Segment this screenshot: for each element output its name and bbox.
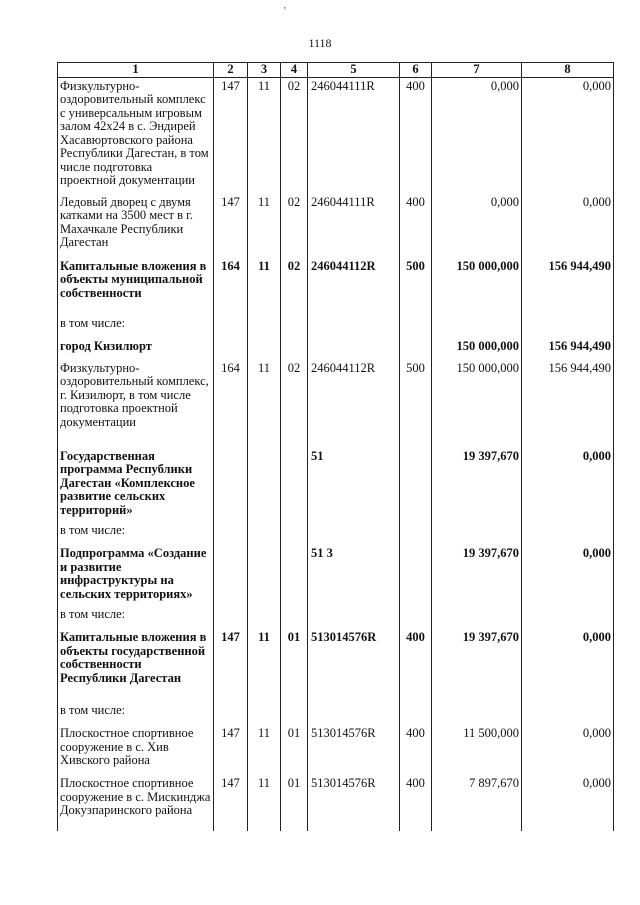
row-c5: 246044111R — [308, 77, 400, 194]
page-mark: ’ — [283, 6, 287, 17]
row-c7: 11 500,000 — [432, 725, 522, 775]
row-name: Капитальные вложения в объекты государственной собственности Республики Дагестан — [58, 629, 214, 703]
row-c3: 11 — [248, 258, 281, 316]
row-name: Ледовый дворец с двумя катками на 3500 мест в г. Махачкале Республики Дагестан — [58, 194, 214, 258]
row-c6: 400 — [400, 775, 432, 831]
header-col-3: 3 — [248, 63, 281, 78]
row-c6: 400 — [400, 629, 432, 703]
row-c4: 02 — [281, 360, 308, 448]
row-name: город Кизилюрт — [58, 338, 214, 360]
row-c8: 0,000 — [522, 775, 614, 831]
table-row — [58, 448, 614, 524]
row-name: в том числе: — [58, 703, 214, 725]
header-col-8: 8 — [522, 63, 614, 78]
page-number: 1118 — [308, 36, 332, 50]
row-name: Плоскостное спортивное сооружение в с. Мискинджа Докузпаринского района — [58, 775, 214, 831]
row-c2: 164 — [214, 360, 248, 448]
row-c8: 156 944,490 — [522, 258, 614, 316]
table-row — [58, 523, 614, 545]
row-name: Плоскостное спортивное сооружение в с. Хив Хивского района — [58, 725, 214, 775]
header-col-7: 7 — [432, 63, 522, 78]
table-row — [58, 338, 614, 360]
row-c2: 147 — [214, 725, 248, 775]
row-name: Подпрограмма «Создание и развитие инфраструктуры на сельских территориях» — [58, 545, 214, 607]
table-row — [58, 629, 614, 703]
row-name: Физкультурно-оздоровительный комплекс с универсальным игровым залом 42х24 в с. Эндирей Хасавюртовского района Республики Дагестан, в том числе подготовка проектной документации — [58, 77, 214, 194]
header-col-2: 2 — [214, 63, 248, 78]
row-c6: 400 — [400, 77, 432, 194]
budget-table — [57, 62, 614, 831]
row-c8: 0,000 — [522, 448, 614, 524]
row-c5: 51 — [308, 448, 400, 524]
row-c2: 164 — [214, 258, 248, 316]
row-c5: 246044112R — [308, 360, 400, 448]
row-name: Государственная программа Республики Дагестан «Комплексное развитие сельских территорий» — [58, 448, 214, 524]
header-col-5: 5 — [308, 63, 400, 78]
header-row — [58, 63, 614, 78]
row-c8: 0,000 — [522, 629, 614, 703]
row-c7: 7 897,670 — [432, 775, 522, 831]
table-row — [58, 316, 614, 338]
row-c3: 11 — [248, 194, 281, 258]
row-c2: 147 — [214, 77, 248, 194]
table-row — [58, 360, 614, 448]
row-c4: 01 — [281, 629, 308, 703]
row-c5: 246044111R — [308, 194, 400, 258]
row-c4: 01 — [281, 725, 308, 775]
header-col-4: 4 — [281, 63, 308, 78]
table-row — [58, 545, 614, 607]
row-c7: 150 000,000 — [432, 360, 522, 448]
row-c8: 156 944,490 — [522, 338, 614, 360]
row-c3: 11 — [248, 775, 281, 831]
row-c5: 513014576R — [308, 775, 400, 831]
row-c5: 513014576R — [308, 725, 400, 775]
row-c7: 19 397,670 — [432, 629, 522, 703]
row-c6: 400 — [400, 725, 432, 775]
row-c3: 11 — [248, 629, 281, 703]
row-name: в том числе: — [58, 523, 214, 545]
row-c3: 11 — [248, 77, 281, 194]
row-name: в том числе: — [58, 316, 214, 338]
row-name: Капитальные вложения в объекты муниципальной собственности — [58, 258, 214, 316]
row-c3: 11 — [248, 360, 281, 448]
table-row — [58, 607, 614, 629]
row-name: в том числе: — [58, 607, 214, 629]
row-c4: 02 — [281, 194, 308, 258]
row-c5: 51 3 — [308, 545, 400, 607]
row-c5: 513014576R — [308, 629, 400, 703]
row-c8: 0,000 — [522, 725, 614, 775]
row-c3: 11 — [248, 725, 281, 775]
row-c4: 02 — [281, 258, 308, 316]
row-c8: 0,000 — [522, 545, 614, 607]
table-row — [58, 703, 614, 725]
row-c8: 156 944,490 — [522, 360, 614, 448]
row-c7: 0,000 — [432, 77, 522, 194]
table-row — [58, 77, 614, 194]
table-row — [58, 194, 614, 258]
header-col-6: 6 — [400, 63, 432, 78]
row-c7: 19 397,670 — [432, 448, 522, 524]
row-c6: 500 — [400, 258, 432, 316]
row-c8: 0,000 — [522, 194, 614, 258]
row-c7: 19 397,670 — [432, 545, 522, 607]
row-c5: 246044112R — [308, 258, 400, 316]
row-c2: 147 — [214, 775, 248, 831]
row-c7: 0,000 — [432, 194, 522, 258]
row-c7: 150 000,000 — [432, 258, 522, 316]
table-row — [58, 258, 614, 316]
row-c8: 0,000 — [522, 77, 614, 194]
row-c2: 147 — [214, 629, 248, 703]
table-row — [58, 775, 614, 831]
row-name: Физкультурно-оздоровительный комплекс, г. Кизилюрт, в том числе подготовка проектной документации — [58, 360, 214, 448]
row-c7: 150 000,000 — [432, 338, 522, 360]
row-c6: 400 — [400, 194, 432, 258]
header-col-1: 1 — [58, 63, 214, 78]
table-row — [58, 725, 614, 775]
row-c4: 01 — [281, 775, 308, 831]
row-c2: 147 — [214, 194, 248, 258]
row-c4: 02 — [281, 77, 308, 194]
row-c6: 500 — [400, 360, 432, 448]
